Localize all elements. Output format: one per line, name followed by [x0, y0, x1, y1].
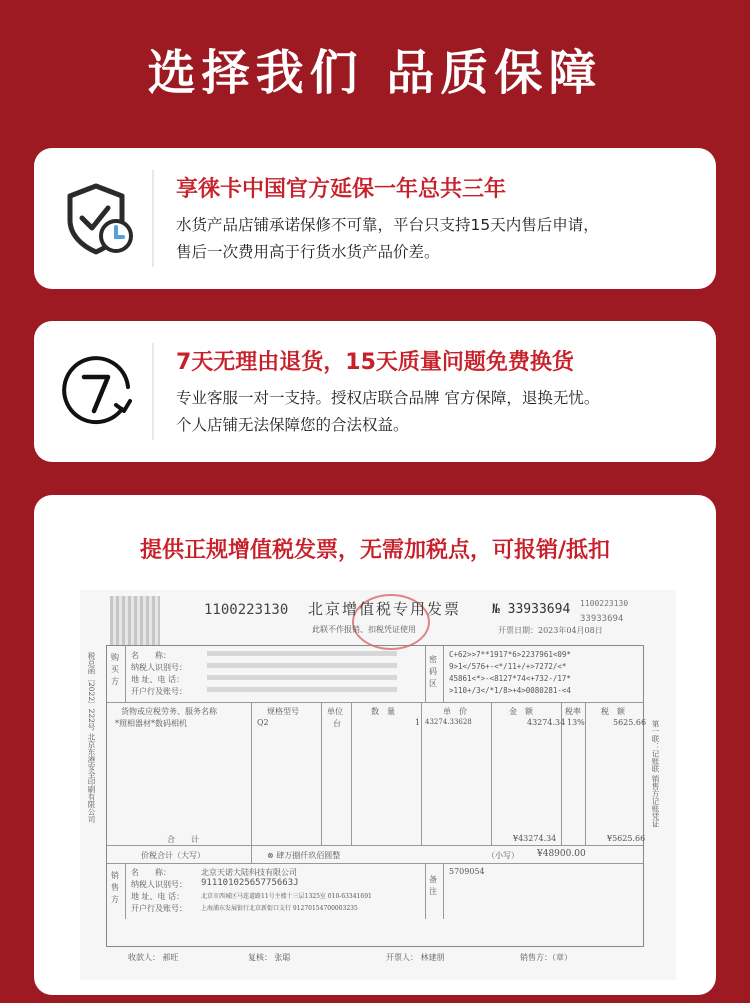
subtotal-label: 合 计 — [167, 835, 199, 844]
seller-bank-label: 开户行及账号： — [131, 904, 187, 913]
total-small: ¥48900.00 — [537, 849, 586, 859]
reviewer: 复核： 张聪 — [248, 953, 291, 962]
cipher-line: >110+/3</*1/8>+4>0080281-<4 — [449, 686, 571, 695]
subtotal-tax: ¥5625.66 — [607, 834, 646, 843]
seller-name: 北京天诺大陆科技有限公司 — [201, 868, 297, 877]
seller-taxid: 91110102565775663J — [201, 878, 299, 888]
total-small-label: （小写） — [487, 851, 519, 860]
seller-addr-label: 地 址、电 话： — [131, 892, 185, 901]
total-label: 价税合计（大写） — [141, 851, 205, 860]
card-heading: 享徕卡中国官方延保一年总共三年 — [176, 177, 507, 202]
remark-label: 备注 — [429, 875, 437, 896]
invoice-date: 开票日期：2023年04月08日 — [498, 626, 603, 635]
invoice-image — [80, 590, 676, 980]
col-spec: 规格型号 — [267, 707, 299, 716]
seller-bank: 上海浦东发展银行北京新街口支行 91270154700003235 — [201, 905, 358, 912]
qr-code — [110, 596, 160, 646]
seller-label: 销售方 — [111, 871, 119, 904]
card-line: 专业客服一对一支持。授权店联合品牌 官方保障，退换无忧。 — [176, 389, 600, 407]
col-qty: 数 量 — [371, 707, 395, 716]
cipher-line: C+62>>7**1917*6>2237961<09* — [449, 650, 571, 659]
col-goods: 货物或应税劳务、服务名称 — [121, 707, 217, 716]
seller-name-label: 名 称： — [131, 868, 171, 877]
buyer-taxid-label: 纳税人识别号： — [131, 663, 187, 672]
col-tax: 税 额 — [601, 707, 625, 716]
total-words: ⊗ 肆万捌仟玖佰圆整 — [267, 851, 341, 860]
copy-note: 此联不作报销、扣税凭证使用 — [312, 625, 416, 634]
blurred-buyer-info — [207, 651, 397, 697]
col-price: 单 价 — [443, 707, 467, 716]
col-unit: 单位 — [327, 707, 343, 716]
card-body — [176, 212, 696, 266]
item-unit: 台 — [333, 719, 341, 728]
invoice-table — [106, 645, 647, 947]
cipher-label: 密码区 — [429, 655, 437, 688]
subtotal-amount: ¥43274.34 — [513, 834, 557, 843]
invoice-heading: 提供正规增值税发票，无需加税点，可报销/抵扣 — [139, 538, 611, 563]
invoice-name: 北京增值税专用发票 — [308, 600, 462, 618]
invoice-number: № 33933694 — [492, 602, 571, 617]
divider — [152, 170, 154, 267]
seller-sign: 销售方：（章） — [520, 953, 572, 962]
col-amount: 金 额 — [509, 707, 533, 716]
card-line: 个人店铺无法保障您的合法权益。 — [176, 416, 409, 434]
buyer-name-label: 名 称： — [131, 651, 171, 660]
col-rate: 税率 — [565, 707, 581, 716]
payee: 收款人： 郝旺 — [128, 953, 179, 962]
item-name: *照相器材*数码相机 — [115, 719, 187, 728]
item-price: 43274.33628 — [425, 718, 472, 726]
printer-note: 税总函〔2022〕222号 北京东港安全印刷有限公司 — [87, 652, 96, 823]
page-title: 选择我们 品质保障 — [147, 45, 603, 101]
card-line: 售后一次费用高于行货水货产品价差。 — [176, 243, 440, 261]
drawer: 开票人： 林建朋 — [386, 953, 445, 962]
buyer-bank-label: 开户行及账号： — [131, 687, 187, 696]
invoice-card — [34, 495, 716, 995]
buyer-label: 购买方 — [111, 653, 119, 686]
item-spec: Q2 — [257, 718, 269, 727]
invoice-code: 1100223130 — [204, 602, 289, 618]
remark-value: 5709054 — [449, 867, 485, 876]
cipher-line: 9>1</576+-<*/11+/+>7272/<* — [449, 662, 567, 671]
invoice-code-small: 1100223130 — [580, 599, 629, 608]
card-body — [176, 385, 696, 439]
seller-addr: 北京市西城区马连道路11号主楼十三层1325室 010-63341691 — [201, 893, 372, 900]
invoice-number-small: 33933694 — [580, 614, 624, 624]
copy-type-note: 第一联：记账联 销售方记账凭证 — [651, 720, 660, 828]
warranty-card — [34, 148, 716, 289]
card-heading: 7天无理由退货，15天质量问题免费换货 — [176, 350, 574, 375]
return-policy-card — [34, 321, 716, 462]
item-tax: 5625.66 — [613, 718, 647, 727]
divider — [152, 343, 154, 440]
cipher-line: 45861<*>-<8127*74<+732-/17* — [449, 674, 571, 683]
shield-check-clock-icon — [58, 180, 138, 260]
seven-day-return-icon — [58, 353, 138, 433]
card-line: 水货产品店铺承诺保修不可靠，平台只支持15天内售后申请， — [176, 216, 599, 234]
buyer-addr-label: 地 址、电 话： — [131, 675, 185, 684]
item-rate: 13% — [567, 718, 585, 727]
seller-taxid-label: 纳税人识别号： — [131, 880, 187, 889]
item-amount: 43274.34 — [527, 718, 566, 727]
item-qty: 1 — [415, 718, 421, 727]
